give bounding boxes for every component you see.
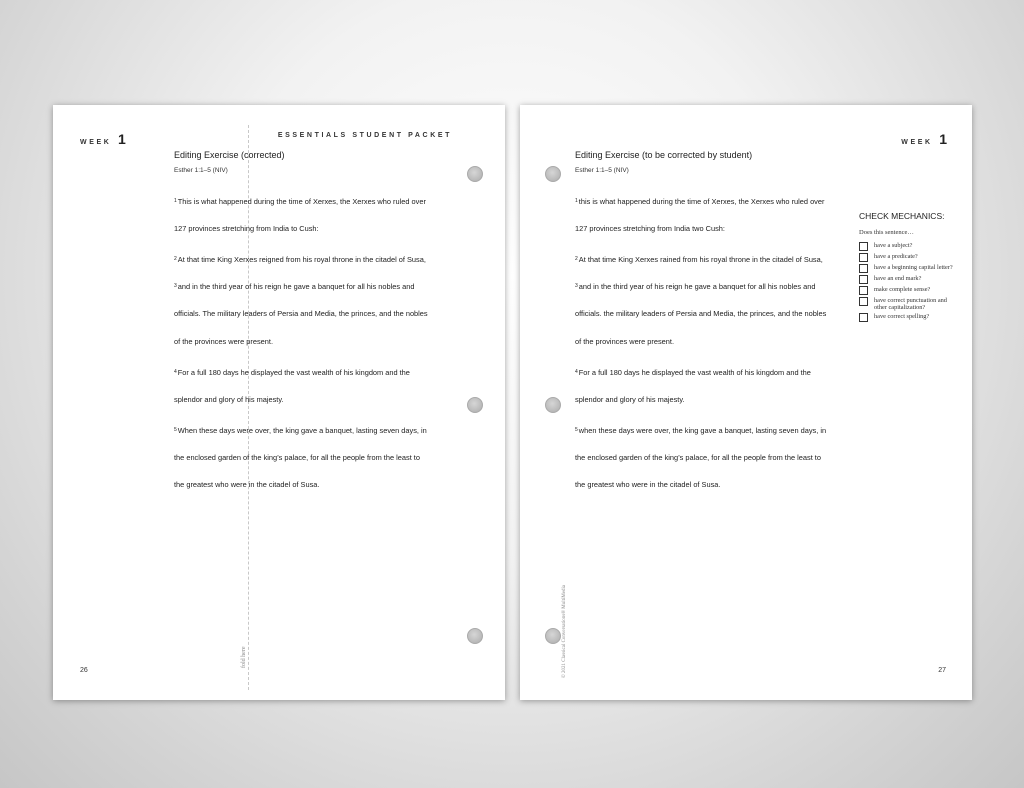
checkbox-icon xyxy=(859,297,868,306)
passage-line xyxy=(575,368,811,377)
checklist-label: have a predicate? xyxy=(874,253,918,260)
passage-line xyxy=(575,255,823,264)
verse-text: At that time King Xerxes reigned from his royal throne in the citadel of Susa, xyxy=(177,255,426,264)
fold-line xyxy=(248,125,249,690)
passage-line xyxy=(575,282,815,291)
passage-line xyxy=(575,309,826,318)
verse-text: splendor and glory of his majesty. xyxy=(575,395,685,404)
passage-line xyxy=(575,197,824,206)
week-label: WEEK xyxy=(80,139,112,146)
checkbox-icon xyxy=(859,253,868,262)
binder-hole xyxy=(467,397,483,413)
verse-number: 1 xyxy=(575,198,578,204)
binder-hole xyxy=(545,166,561,182)
checklist-item xyxy=(859,313,959,322)
checklist-label: have a subject? xyxy=(874,242,913,249)
week-number: 1 xyxy=(117,131,126,147)
verse-text: officials. the military leaders of Persia and Media, the princes, and the nobles xyxy=(575,309,827,318)
passage-line xyxy=(575,453,821,462)
passage-line xyxy=(174,453,420,462)
packet-title: ESSENTIALS STUDENT PACKET xyxy=(277,132,452,139)
verse-number: 1 xyxy=(174,198,177,204)
week-number: 1 xyxy=(939,131,947,147)
verse-text: of the provinces were present. xyxy=(575,337,675,346)
verse-text: this is what happened during the time of Xerxes, the Xerxes who ruled over xyxy=(578,197,825,206)
scripture-reference: Esther 1:1–5 (NIV) xyxy=(174,167,228,174)
verse-text: For a full 180 days he displayed the vast wealth of his kingdom and the xyxy=(177,368,410,377)
page-number: 26 xyxy=(80,667,88,674)
fold-label: fold here xyxy=(241,646,247,668)
passage-line xyxy=(174,395,284,404)
verse-text: For a full 180 days he displayed the vast wealth of his kingdom and the xyxy=(578,368,811,377)
checklist-item xyxy=(859,275,959,284)
verse-text: the enclosed garden of the king’s palace, for all the people from the least to xyxy=(575,453,821,462)
verse-number: 5 xyxy=(575,427,578,433)
verse-text: the enclosed garden of the king’s palace, for all the people from the least to xyxy=(174,453,420,462)
passage-line xyxy=(174,337,273,346)
passage-line xyxy=(575,395,685,404)
verse-number: 2 xyxy=(174,256,177,262)
verse-number: 2 xyxy=(575,256,578,262)
verse-text: the greatest who were in the citadel of Susa. xyxy=(174,480,320,489)
verse-text: At that time King Xerxes rained from his royal throne in the citadel of Susa, xyxy=(578,255,823,264)
verse-text: and in the third year of his reign he gave a banquet for all his nobles and xyxy=(578,282,816,291)
verse-number: 4 xyxy=(575,369,578,375)
binder-hole xyxy=(545,397,561,413)
exercise-title: Editing Exercise (to be corrected by student) xyxy=(575,150,753,160)
passage-line xyxy=(174,282,414,291)
check-mechanics-panel xyxy=(859,211,959,324)
checklist-label: have correct punctuation and other capitalization? xyxy=(874,297,947,311)
passage-line xyxy=(575,426,826,435)
checklist-item xyxy=(859,242,959,251)
passage-line xyxy=(575,224,725,233)
week-header xyxy=(901,131,947,147)
checklist-item xyxy=(859,286,959,295)
checklist-item xyxy=(859,264,959,273)
passage-line xyxy=(174,368,410,377)
right-page xyxy=(520,105,972,700)
verse-text: When these days were over, the king gave a banquet, lasting seven days, in xyxy=(177,426,427,435)
verse-text: the greatest who were in the citadel of Susa. xyxy=(575,480,721,489)
passage-line xyxy=(174,309,428,318)
left-page xyxy=(53,105,505,700)
binder-hole xyxy=(545,628,561,644)
page-number: 27 xyxy=(938,667,946,674)
verse-text: splendor and glory of his majesty. xyxy=(174,395,284,404)
verse-text: This is what happened during the time of Xerxes, the Xerxes who ruled over xyxy=(177,197,426,206)
verse-text: of the provinces were present. xyxy=(174,337,274,346)
copyright-notice: © 2021 Classical Conversations® MultiMedia xyxy=(562,584,567,678)
verse-text: 127 provinces stretching from India to Cush: xyxy=(174,224,319,233)
checkbox-icon xyxy=(859,242,868,251)
week-label: WEEK xyxy=(901,139,933,146)
verse-text: officials. The military leaders of Persia and Media, the princes, and the nobles xyxy=(174,309,428,318)
mechanics-prompt: Does this sentence… xyxy=(859,229,914,236)
verse-number: 4 xyxy=(174,369,177,375)
scripture-reference: Esther 1:1–5 (NIV) xyxy=(575,167,629,174)
verse-number: 5 xyxy=(174,427,177,433)
passage-line xyxy=(174,197,426,206)
checklist-item xyxy=(859,297,959,311)
passage-line xyxy=(174,224,319,233)
checkbox-icon xyxy=(859,286,868,295)
checklist-item xyxy=(859,253,959,262)
verse-text: when these days were over, the king gave a banquet, lasting seven days, in xyxy=(578,426,827,435)
binder-hole xyxy=(467,628,483,644)
verse-number: 3 xyxy=(174,283,177,289)
week-header xyxy=(80,131,126,147)
checkbox-icon xyxy=(859,264,868,273)
exercise-title: Editing Exercise (corrected) xyxy=(174,150,285,160)
checklist-label: make complete sense? xyxy=(874,286,931,293)
passage-line xyxy=(174,255,426,264)
verse-text: 127 provinces stretching from India two Cush: xyxy=(575,224,725,233)
passage-line xyxy=(575,337,674,346)
checklist-label: have an end mark? xyxy=(874,275,922,282)
checklist-label: have correct spelling? xyxy=(874,313,930,320)
passage-line xyxy=(575,480,720,489)
verse-text: and in the third year of his reign he gave a banquet for all his nobles and xyxy=(177,282,415,291)
checkbox-icon xyxy=(859,275,868,284)
binder-hole xyxy=(467,166,483,182)
verse-number: 3 xyxy=(575,283,578,289)
mechanics-title: CHECK MECHANICS: xyxy=(859,211,945,221)
passage-line xyxy=(174,426,427,435)
checklist-label: have a beginning capital letter? xyxy=(874,264,953,271)
checkbox-icon xyxy=(859,313,868,322)
passage-line xyxy=(174,480,319,489)
